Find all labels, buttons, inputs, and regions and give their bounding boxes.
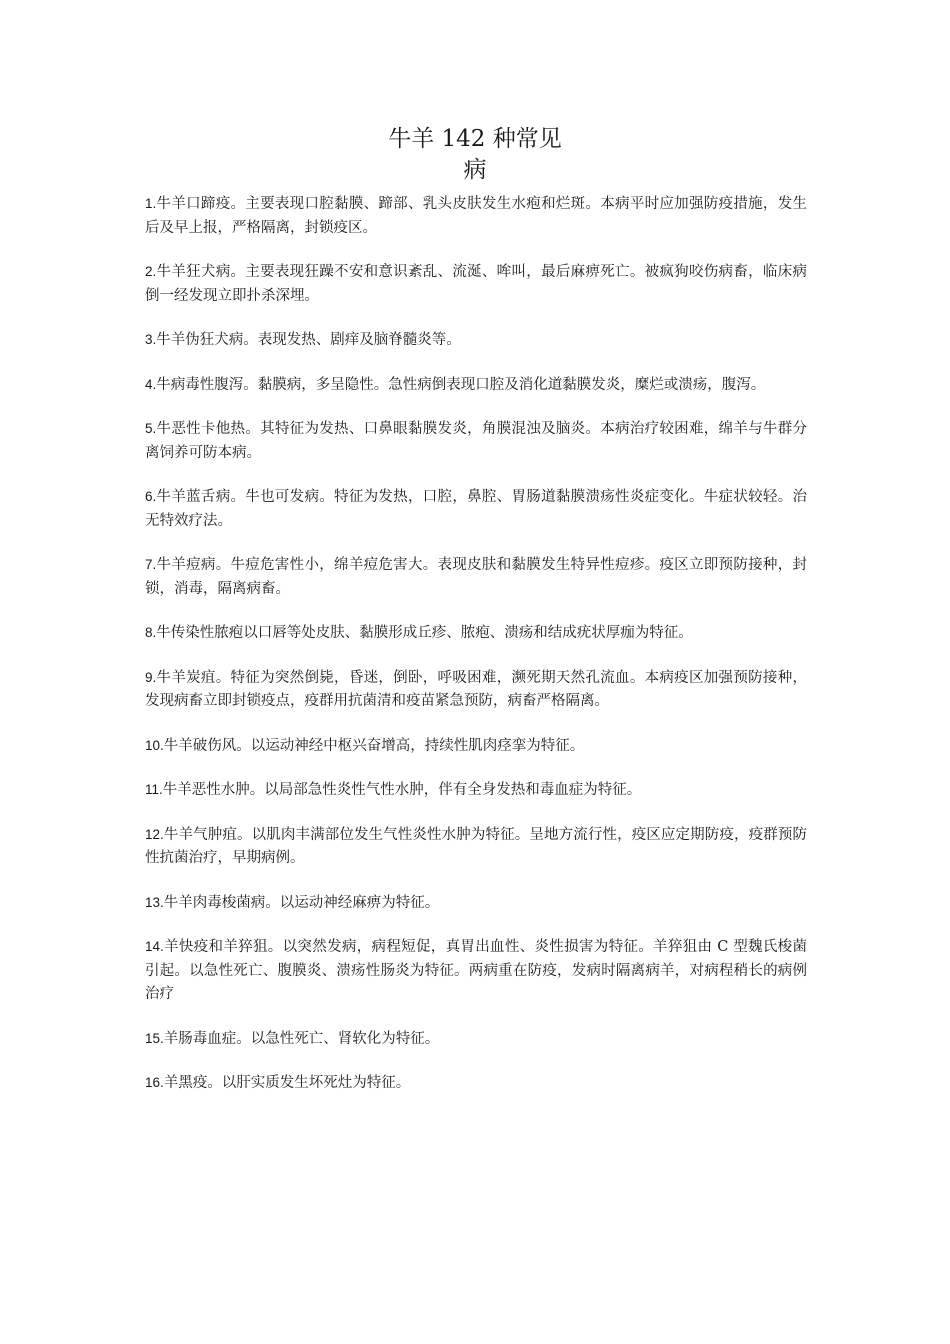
item-text: 牛羊炭疽。特征为突然倒毙，昏迷，倒卧，呼吸困难，濒死期天然孔流血。本病疫区加强预防接种，发现病畜立即封锁疫点，疫群用抗菌清和疫苗紧急预防，病畜严格隔离。: [145, 669, 807, 709]
list-item: [145, 935, 807, 1007]
item-number: 12.: [145, 826, 164, 842]
item-text: 羊肠毒血症。以急性死亡、肾软化为特征。: [163, 1030, 440, 1047]
list-item: [145, 328, 807, 353]
item-number: 15.: [145, 1030, 164, 1046]
item-number: 9.: [145, 669, 157, 685]
item-number: 7.: [145, 557, 157, 572]
item-text: 羊黑疫。以肝实质发生坏死灶为特征。: [163, 1075, 411, 1091]
document-title-line2: 病: [463, 157, 487, 183]
list-item: [145, 823, 807, 871]
item-number: 16.: [145, 1075, 164, 1090]
item-number: 4.: [145, 376, 157, 392]
list-item: [145, 373, 807, 398]
list-item: [145, 192, 807, 240]
item-number: 11.: [145, 782, 163, 797]
item-text: 牛羊恶性水肿。以局部急性炎性气性水肿，伴有全身发热和毒血症为特征。: [162, 782, 642, 798]
item-text: 牛羊伪狂犬病。表现发热、剧痒及脑脊髓炎等。: [156, 332, 461, 348]
list-item: [145, 485, 807, 533]
item-number: 8.: [145, 625, 157, 640]
document-body: [145, 192, 807, 1116]
item-number: 10.: [145, 737, 164, 753]
item-number: 6.: [145, 489, 157, 504]
item-text: 牛羊口蹄疫。主要表现口腔黏膜、蹄部、乳头皮肤发生水疱和烂斑。本病平时应加强防疫措施，发生后及早上报，严格隔离，封锁疫区。: [145, 196, 807, 236]
list-item: [145, 1027, 807, 1052]
item-number: 2.: [145, 264, 157, 279]
list-item: [145, 891, 807, 916]
list-item: [145, 778, 807, 803]
item-text: 牛羊狂犬病。主要表现狂躁不安和意识紊乱、流涎、哞叫，最后麻痹死亡。被疯狗咬伤病畜，临床病倒一经发现立即扑杀深埋。: [145, 264, 807, 304]
item-text: 羊快疫和羊猝狙。以突然发病，病程短促，真胃出血性、炎性损害为特征。羊猝狙由 C 型魏氏梭菌引起。以急性死亡、腹膜炎、溃疡性肠炎为特征。两病重在防疫，发病时隔离病羊，对病程稍长的病例治疗: [145, 939, 807, 1002]
item-number: 13.: [145, 894, 164, 910]
list-item: [145, 734, 807, 759]
item-text: 牛恶性卡他热。其特征为发热、口鼻眼黏膜发炎，角膜混浊及脑炎。本病治疗较困难，绵羊与牛群分离饲养可防本病。: [145, 421, 807, 461]
list-item: [145, 666, 807, 714]
document-title-line1: 牛羊 142 种常见: [388, 126, 562, 152]
item-text: 牛羊蓝舌病。牛也可发病。特征为发热，口腔，鼻腔、胃肠道黏膜溃疡性炎症变化。牛症状较轻。治无特效疗法。: [145, 489, 807, 529]
list-item: [145, 260, 807, 308]
item-text: 牛羊痘病。牛痘危害性小，绵羊痘危害大。表现皮肤和黏膜发生特异性痘疹。疫区立即预防接种，封锁，消毒，隔离病畜。: [145, 557, 807, 597]
item-text: 牛病毒性腹泻。黏膜病，多呈隐性。急性病倒表现口腔及消化道黏膜发炎，糜烂或溃疡，腹泻。: [156, 376, 766, 393]
item-number: 3.: [145, 332, 157, 347]
list-item: [145, 417, 807, 465]
item-number: 14.: [145, 939, 164, 954]
item-number: 5.: [145, 421, 157, 436]
item-text: 牛羊破伤风。以运动神经中枢兴奋增高，持续性肌肉痉挛为特征。: [163, 737, 585, 754]
list-item: [145, 1071, 807, 1096]
item-text: 牛羊气肿疽。以肌肉丰满部位发生气性炎性水肿为特征。呈地方流行性，疫区应定期防疫，疫群预防性抗菌治疗，早期病例。: [145, 826, 807, 866]
list-item: [145, 553, 807, 601]
list-item: [145, 621, 807, 646]
item-number: 1.: [145, 196, 157, 211]
item-text: 牛羊肉毒梭菌病。以运动神经麻痹为特征。: [163, 894, 440, 911]
item-text: 牛传染性脓疱以口唇等处皮肤、黏膜形成丘疹、脓疱、溃疡和结成疣状厚痂为特征。: [156, 625, 693, 641]
